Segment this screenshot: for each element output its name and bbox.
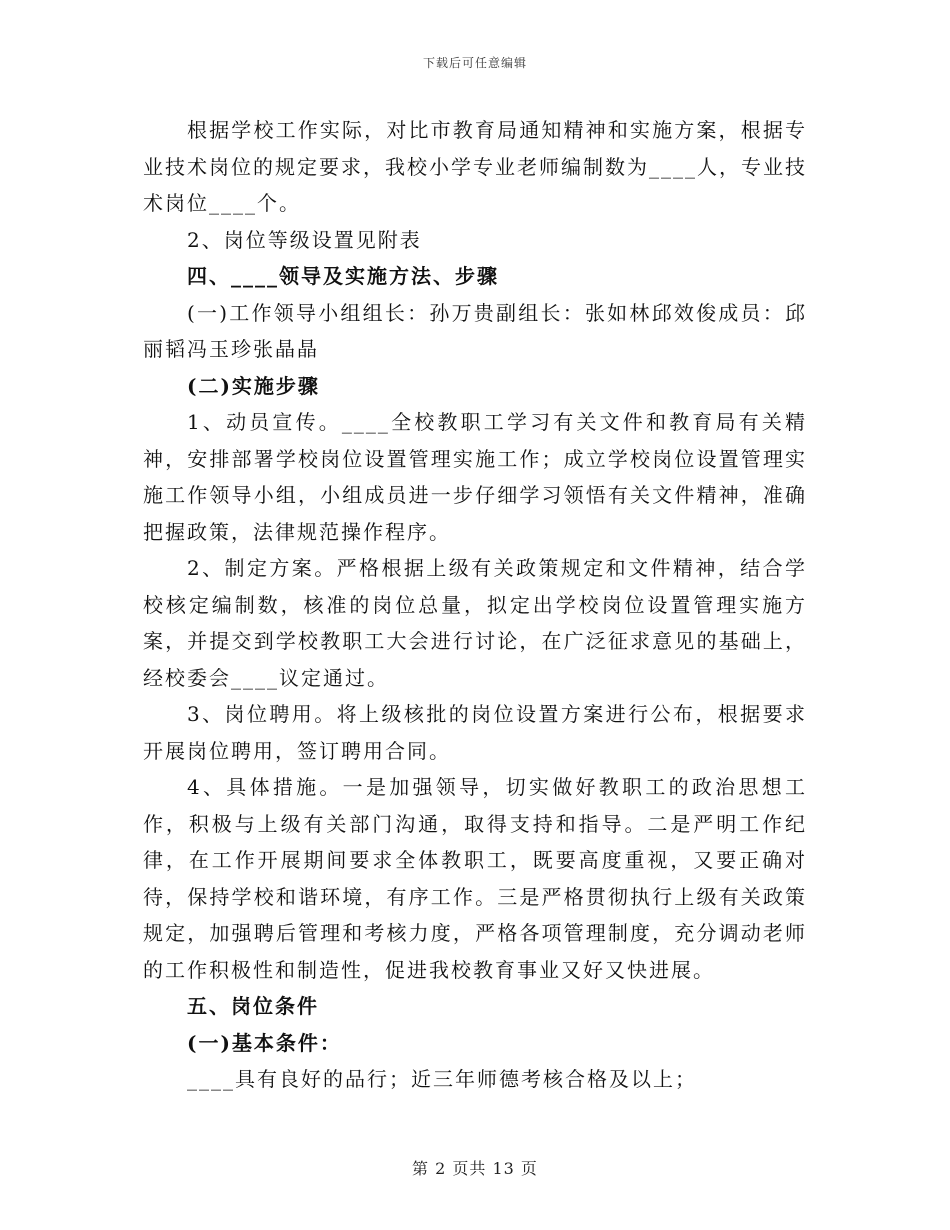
section-heading-five: 五、岗位条件 xyxy=(187,994,319,1018)
paragraph-post-level: 2、岗位等级设置见附表 xyxy=(187,227,422,252)
paragraph-step-appointment: 3、岗位聘用。将上级核批的岗位设置方案进行公布，根据要求开展岗位聘用，签订聘用合同。 xyxy=(143,702,807,763)
page-header: 下载后可任意编辑 xyxy=(422,56,527,70)
paragraph-conduct-condition: ____具有良好的品行；近三年师德考核合格及以上； xyxy=(187,1067,697,1091)
paragraph-post-setting: 根据学校工作实际，对比市教育局通知精神和实施方案，根据专业技术岗位的规定要求，我校小学专业老师编制数为____人，专业技术岗位____个。 xyxy=(143,118,807,215)
section-heading-four: 四、____领导及实施方法、步骤 xyxy=(187,264,499,288)
paragraph-leadership-group: (一)工作领导小组组长：孙万贵副组长：张如林邱效俊成员：邱丽韬冯玉珍张晶晶 xyxy=(143,300,807,361)
paragraph-step-mobilization: 1、动员宣传。____全校教职工学习有关文件和教育局有关精神，安排部署学校岗位设置管理实施工作；成立学校岗位设置管理实施工作领导小组，小组成员进一步仔细学习领悟有关文件精神，准确把握政策，法律规范操作程序。 xyxy=(143,410,807,544)
paragraph-step-measures: 4、具体措施。一是加强领导，切实做好教职工的政治思想工作，积极与上级有关部门沟通，取得支持和指导。二是严明工作纪律，在工作开展期间要求全体教职工，既要高度重视，又要正确对待，保持学校和谐环境，有序工作。三是严格贯彻执行上级有关政策规定，加强聘后管理和考核力度，严格各项管理制度，充分调动老师的工作积极性和制造性，促进我校教育事业又好又快进展。 xyxy=(143,775,807,982)
page-number: 第 2 页共 13 页 xyxy=(412,1159,538,1178)
paragraph-step-plan: 2、制定方案。严格根据上级有关政策规定和文件精神，结合学校核定编制数，核准的岗位总量，拟定出学校岗位设置管理实施方案，并提交到学校教职工大会进行讨论，在广泛征求意见的基础上，经校委会____议定通过。 xyxy=(143,556,807,690)
subheading-basic-conditions: (一)基本条件： xyxy=(187,1030,342,1055)
subheading-implementation-steps: (二)实施步骤 xyxy=(187,373,320,398)
document-body xyxy=(143,112,807,1098)
